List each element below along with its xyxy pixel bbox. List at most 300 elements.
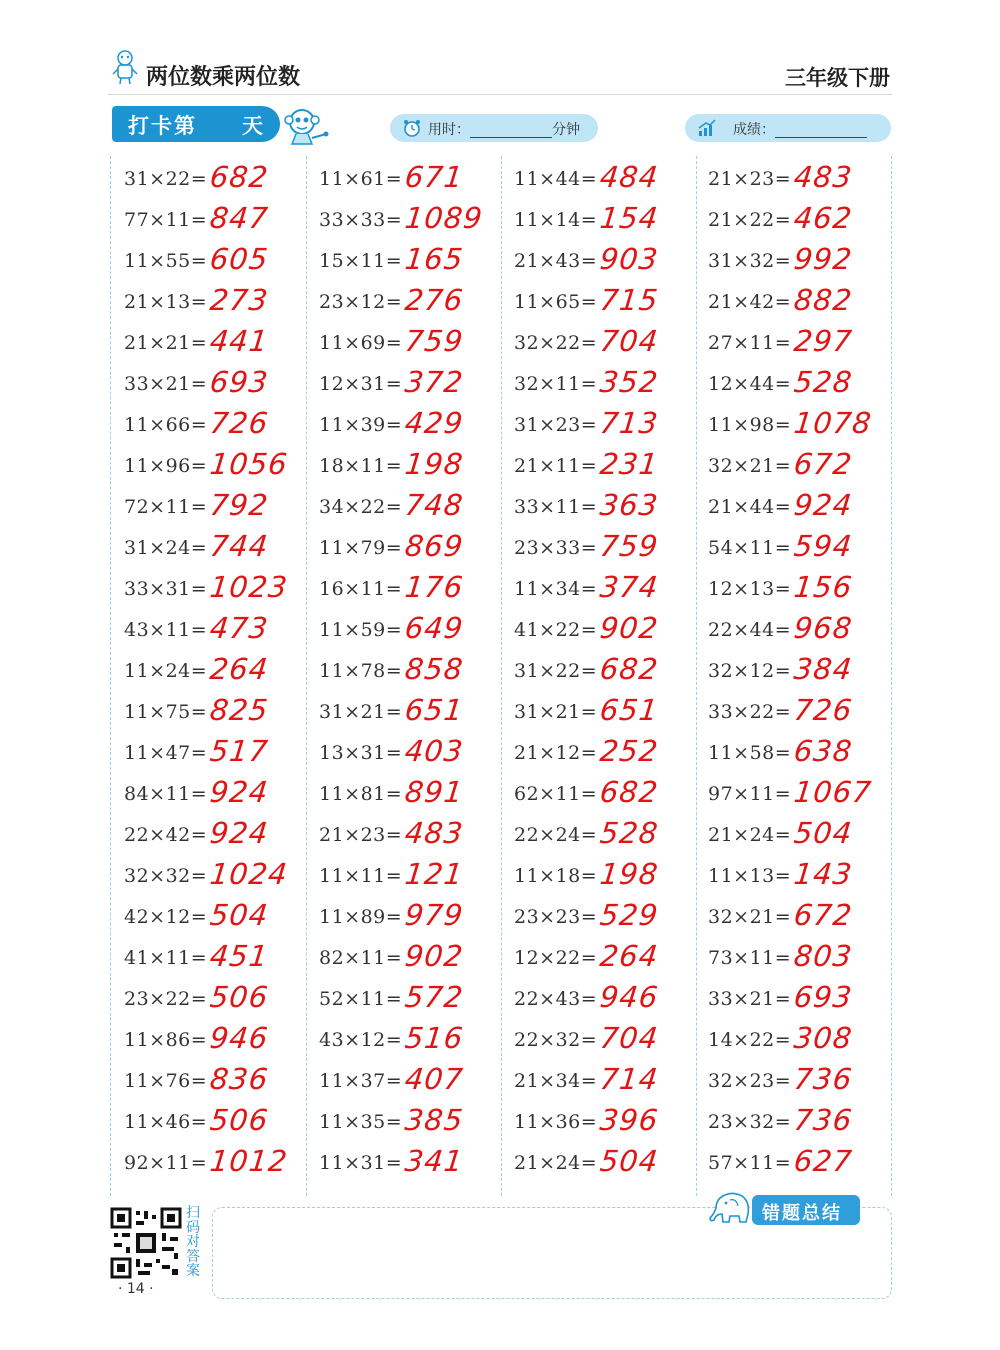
- problem-row: [694, 1019, 884, 1060]
- problem-row: [110, 855, 300, 896]
- problem-row: [694, 814, 884, 855]
- problem-expression: 11×44=: [514, 168, 598, 190]
- problem-expression: 52×11=: [319, 988, 403, 1010]
- problem-row: [110, 199, 300, 240]
- problem-expression: 41×22=: [514, 619, 598, 641]
- handwritten-answer[interactable]: 231: [598, 447, 661, 481]
- problem-expression: 11×59=: [319, 619, 403, 641]
- problem-expression: 27×11=: [708, 332, 792, 354]
- problem-row: [305, 322, 495, 363]
- problem-expression: 12×31=: [319, 373, 403, 395]
- problem-row: [694, 1142, 884, 1183]
- problem-expression: 92×11=: [124, 1152, 208, 1174]
- problem-row: [500, 527, 690, 568]
- handwritten-answer[interactable]: 903: [598, 242, 661, 276]
- handwritten-answer[interactable]: 473: [208, 611, 271, 645]
- handwritten-answer[interactable]: 924: [208, 775, 271, 809]
- handwritten-answer[interactable]: 671: [403, 160, 466, 194]
- handwritten-answer[interactable]: 682: [598, 775, 661, 809]
- handwritten-answer[interactable]: 946: [598, 980, 661, 1014]
- problem-expression: 11×98=: [708, 414, 792, 436]
- problem-row: [694, 568, 884, 609]
- problem-row: [110, 609, 300, 650]
- problem-expression: 22×32=: [514, 1029, 598, 1051]
- handwritten-answer[interactable]: 651: [403, 693, 466, 727]
- problem-row: [110, 527, 300, 568]
- handwritten-answer[interactable]: 483: [403, 816, 466, 850]
- handwritten-answer[interactable]: 384: [792, 652, 855, 686]
- problem-row: [305, 199, 495, 240]
- problem-row: [694, 158, 884, 199]
- problem-expression: 12×22=: [514, 947, 598, 969]
- problem-row: [110, 896, 300, 937]
- handwritten-answer[interactable]: 516: [403, 1021, 466, 1055]
- handwritten-answer[interactable]: 165: [403, 242, 466, 276]
- handwritten-answer[interactable]: 736: [792, 1103, 855, 1137]
- problem-expression: 11×31=: [319, 1152, 403, 1174]
- handwritten-answer[interactable]: 605: [208, 242, 271, 276]
- handwritten-answer[interactable]: 869: [403, 529, 466, 563]
- handwritten-answer[interactable]: 736: [792, 1062, 855, 1096]
- problem-expression: 22×44=: [708, 619, 792, 641]
- handwritten-answer[interactable]: 594: [792, 529, 855, 563]
- problem-row: [694, 445, 884, 486]
- problem-expression: 32×32=: [124, 865, 208, 887]
- problem-row: [500, 814, 690, 855]
- problem-expression: 11×24=: [124, 660, 208, 682]
- problem-expression: 32×23=: [708, 1070, 792, 1092]
- problem-expression: 11×61=: [319, 168, 403, 190]
- problem-row: [500, 568, 690, 609]
- problem-row: [500, 486, 690, 527]
- problem-expression: 31×22=: [514, 660, 598, 682]
- problem-expression: 82×11=: [319, 947, 403, 969]
- problem-row: [500, 650, 690, 691]
- problem-expression: 11×47=: [124, 742, 208, 764]
- problem-row: [694, 527, 884, 568]
- handwritten-answer[interactable]: 385: [403, 1103, 466, 1137]
- scan-qr-label: 扫码对答案: [186, 1205, 200, 1279]
- checkin-banner: [112, 106, 280, 142]
- problem-row: [305, 527, 495, 568]
- problem-expression: 12×44=: [708, 373, 792, 395]
- handwritten-answer[interactable]: 704: [598, 324, 661, 358]
- handwritten-answer[interactable]: 504: [598, 1144, 661, 1178]
- problem-expression: 21×44=: [708, 496, 792, 518]
- problem-expression: 11×86=: [124, 1029, 208, 1051]
- handwritten-answer[interactable]: 726: [208, 406, 271, 440]
- problem-expression: 22×24=: [514, 824, 598, 846]
- handwritten-answer[interactable]: 715: [598, 283, 661, 317]
- problem-row: [500, 445, 690, 486]
- problem-expression: 31×24=: [124, 537, 208, 559]
- problem-expression: 32×21=: [708, 906, 792, 928]
- problem-row: [694, 1060, 884, 1101]
- handwritten-answer[interactable]: 154: [598, 201, 661, 235]
- problem-expression: 11×55=: [124, 250, 208, 272]
- handwritten-answer[interactable]: 504: [208, 898, 271, 932]
- problem-row: [694, 281, 884, 322]
- handwritten-answer[interactable]: 504: [792, 816, 855, 850]
- handwritten-answer[interactable]: 713: [598, 406, 661, 440]
- problem-row: [110, 1101, 300, 1142]
- handwritten-answer[interactable]: 924: [208, 816, 271, 850]
- handwritten-answer[interactable]: 858: [403, 652, 466, 686]
- problem-expression: 73×11=: [708, 947, 792, 969]
- handwritten-answer[interactable]: 403: [403, 734, 466, 768]
- problem-row: [305, 1019, 495, 1060]
- problem-row: [110, 1019, 300, 1060]
- problem-row: [694, 609, 884, 650]
- problem-row: [500, 978, 690, 1019]
- problem-expression: 33×22=: [708, 701, 792, 723]
- problem-row: [694, 896, 884, 937]
- problem-row: [694, 732, 884, 773]
- handwritten-answer[interactable]: 462: [792, 201, 855, 235]
- problem-expression: 11×14=: [514, 209, 598, 231]
- problem-column-1: [110, 158, 300, 1183]
- handwritten-answer[interactable]: 528: [792, 365, 855, 399]
- handwritten-answer[interactable]: 672: [792, 447, 855, 481]
- problem-expression: 32×12=: [708, 660, 792, 682]
- problem-row: [305, 650, 495, 691]
- problem-row: [694, 1101, 884, 1142]
- problem-row: [694, 773, 884, 814]
- handwritten-answer[interactable]: 517: [208, 734, 271, 768]
- problem-row: [110, 486, 300, 527]
- handwritten-answer[interactable]: 297: [792, 324, 855, 358]
- handwritten-answer[interactable]: 506: [208, 1103, 271, 1137]
- time-field: [390, 114, 598, 142]
- problem-expression: 11×34=: [514, 578, 598, 600]
- handwritten-answer[interactable]: 121: [403, 857, 466, 891]
- problem-row: [110, 814, 300, 855]
- handwritten-answer[interactable]: 649: [403, 611, 466, 645]
- problem-row: [110, 937, 300, 978]
- problem-row: [305, 773, 495, 814]
- problem-expression: 21×43=: [514, 250, 598, 272]
- handwritten-answer[interactable]: 407: [403, 1062, 466, 1096]
- handwritten-answer[interactable]: 792: [208, 488, 271, 522]
- handwritten-answer[interactable]: 882: [792, 283, 855, 317]
- handwritten-answer[interactable]: 1012: [208, 1144, 290, 1178]
- problem-expression: 21×11=: [514, 455, 598, 477]
- problem-row: [500, 240, 690, 281]
- problem-row: [500, 158, 690, 199]
- problem-expression: 33×11=: [514, 496, 598, 518]
- handwritten-answer[interactable]: 847: [208, 201, 271, 235]
- problem-row: [110, 281, 300, 322]
- problem-expression: 12×13=: [708, 578, 792, 600]
- problem-row: [694, 322, 884, 363]
- problem-row: [305, 814, 495, 855]
- problem-expression: 14×22=: [708, 1029, 792, 1051]
- handwritten-answer[interactable]: 693: [792, 980, 855, 1014]
- problem-expression: 22×43=: [514, 988, 598, 1010]
- problem-expression: 33×21=: [708, 988, 792, 1010]
- handwritten-answer[interactable]: 825: [208, 693, 271, 727]
- handwritten-answer[interactable]: 672: [792, 898, 855, 932]
- handwritten-answer[interactable]: 372: [403, 365, 466, 399]
- handwritten-answer[interactable]: 156: [792, 570, 855, 604]
- handwritten-answer[interactable]: 946: [208, 1021, 271, 1055]
- problem-expression: 21×34=: [514, 1070, 598, 1092]
- handwritten-answer[interactable]: 759: [598, 529, 661, 563]
- problem-row: [500, 732, 690, 773]
- problem-expression: 23×33=: [514, 537, 598, 559]
- problem-expression: 21×23=: [319, 824, 403, 846]
- problem-row: [500, 1060, 690, 1101]
- problem-expression: 77×11=: [124, 209, 208, 231]
- problem-expression: 11×58=: [708, 742, 792, 764]
- handwritten-answer[interactable]: 198: [403, 447, 466, 481]
- handwritten-answer[interactable]: 924: [792, 488, 855, 522]
- problem-row: [110, 691, 300, 732]
- problem-expression: 23×12=: [319, 291, 403, 313]
- handwritten-answer[interactable]: 396: [598, 1103, 661, 1137]
- handwritten-answer[interactable]: 902: [598, 611, 661, 645]
- handwritten-answer[interactable]: 1067: [792, 775, 874, 809]
- bar-chart-icon: [697, 118, 717, 138]
- problem-row: [305, 158, 495, 199]
- time-input-blank[interactable]: [470, 123, 552, 138]
- problem-row: [694, 404, 884, 445]
- elephant-icon: [706, 1190, 752, 1226]
- problem-expression: 31×23=: [514, 414, 598, 436]
- problem-row: [110, 773, 300, 814]
- handwritten-answer[interactable]: 441: [208, 324, 271, 358]
- problem-expression: 11×66=: [124, 414, 208, 436]
- problem-row: [305, 363, 495, 404]
- problem-row: [305, 281, 495, 322]
- problem-row: [110, 363, 300, 404]
- problem-row: [694, 240, 884, 281]
- handwritten-answer[interactable]: 572: [403, 980, 466, 1014]
- problem-expression: 21×22=: [708, 209, 792, 231]
- problem-row: [110, 404, 300, 445]
- problem-expression: 11×89=: [319, 906, 403, 928]
- problem-row: [500, 1142, 690, 1183]
- handwritten-answer[interactable]: 1024: [208, 857, 290, 891]
- problem-expression: 84×11=: [124, 783, 208, 805]
- handwritten-answer[interactable]: 968: [792, 611, 855, 645]
- problem-expression: 11×76=: [124, 1070, 208, 1092]
- handwritten-answer[interactable]: 451: [208, 939, 271, 973]
- handwritten-answer[interactable]: 374: [598, 570, 661, 604]
- problem-row: [305, 1060, 495, 1101]
- problem-row: [110, 158, 300, 199]
- problem-expression: 21×24=: [514, 1152, 598, 1174]
- handwritten-answer[interactable]: 1023: [208, 570, 290, 604]
- problem-expression: 15×11=: [319, 250, 403, 272]
- problem-row: [305, 978, 495, 1019]
- problem-row: [305, 1101, 495, 1142]
- problem-row: [305, 855, 495, 896]
- handwritten-answer[interactable]: 682: [208, 160, 271, 194]
- problem-expression: 97×11=: [708, 783, 792, 805]
- problem-row: [694, 855, 884, 896]
- problem-expression: 54×11=: [708, 537, 792, 559]
- problem-expression: 18×11=: [319, 455, 403, 477]
- problem-row: [694, 650, 884, 691]
- handwritten-answer[interactable]: 627: [792, 1144, 855, 1178]
- problem-row: [694, 199, 884, 240]
- handwritten-answer[interactable]: 714: [598, 1062, 661, 1096]
- problem-expression: 11×11=: [319, 865, 403, 887]
- problem-row: [694, 486, 884, 527]
- problem-expression: 31×21=: [514, 701, 598, 723]
- handwritten-answer[interactable]: 651: [598, 693, 661, 727]
- score-field: [685, 114, 891, 142]
- handwritten-answer[interactable]: 176: [403, 570, 466, 604]
- handwritten-answer[interactable]: 143: [792, 857, 855, 891]
- handwritten-answer[interactable]: 748: [403, 488, 466, 522]
- handwritten-answer[interactable]: 352: [598, 365, 661, 399]
- problem-expression: 57×11=: [708, 1152, 792, 1174]
- problem-row: [110, 978, 300, 1019]
- problem-row: [110, 445, 300, 486]
- time-unit: 分钟: [552, 122, 580, 138]
- problem-row: [694, 691, 884, 732]
- problem-row: [110, 240, 300, 281]
- problem-expression: 21×23=: [708, 168, 792, 190]
- handwritten-answer[interactable]: 276: [403, 283, 466, 317]
- handwritten-answer[interactable]: 198: [598, 857, 661, 891]
- problem-expression: 11×65=: [514, 291, 598, 313]
- mascot-logo-icon: [110, 48, 140, 86]
- page-title: 两位数乘两位数: [146, 65, 301, 90]
- problem-expression: 43×12=: [319, 1029, 403, 1051]
- handwritten-answer[interactable]: 506: [208, 980, 271, 1014]
- handwritten-answer[interactable]: 1078: [792, 406, 874, 440]
- handwritten-answer[interactable]: 308: [792, 1021, 855, 1055]
- problem-expression: 21×24=: [708, 824, 792, 846]
- problem-expression: 11×69=: [319, 332, 403, 354]
- problem-row: [500, 855, 690, 896]
- problem-row: [305, 732, 495, 773]
- handwritten-answer[interactable]: 529: [598, 898, 661, 932]
- problem-row: [110, 1060, 300, 1101]
- handwritten-answer[interactable]: 264: [208, 652, 271, 686]
- problem-expression: 31×22=: [124, 168, 208, 190]
- problem-expression: 11×46=: [124, 1111, 208, 1133]
- problem-expression: 13×31=: [319, 742, 403, 764]
- handwritten-answer[interactable]: 638: [792, 734, 855, 768]
- problem-expression: 11×36=: [514, 1111, 598, 1133]
- problem-expression: 22×42=: [124, 824, 208, 846]
- handwritten-answer[interactable]: 744: [208, 529, 271, 563]
- problem-expression: 33×21=: [124, 373, 208, 395]
- problem-row: [500, 199, 690, 240]
- problem-expression: 21×21=: [124, 332, 208, 354]
- problem-row: [110, 1142, 300, 1183]
- problem-row: [500, 1101, 690, 1142]
- problem-row: [110, 650, 300, 691]
- problem-expression: 16×11=: [319, 578, 403, 600]
- problem-row: [110, 322, 300, 363]
- handwritten-answer[interactable]: 273: [208, 283, 271, 317]
- grade-label: 三年级下册: [785, 66, 890, 90]
- handwritten-answer[interactable]: 429: [403, 406, 466, 440]
- problem-expression: 72×11=: [124, 496, 208, 518]
- problem-row: [305, 240, 495, 281]
- problem-expression: 41×11=: [124, 947, 208, 969]
- problem-row: [500, 1019, 690, 1060]
- problem-row: [500, 773, 690, 814]
- handwritten-answer[interactable]: 528: [598, 816, 661, 850]
- problem-expression: 31×32=: [708, 250, 792, 272]
- handwritten-answer[interactable]: 1056: [208, 447, 290, 481]
- problem-row: [305, 568, 495, 609]
- problem-expression: 32×22=: [514, 332, 598, 354]
- problem-expression: 33×31=: [124, 578, 208, 600]
- problem-row: [500, 322, 690, 363]
- score-input-blank[interactable]: [775, 123, 867, 138]
- problem-column-4: [694, 158, 884, 1183]
- problem-expression: 11×75=: [124, 701, 208, 723]
- problem-row: [694, 937, 884, 978]
- handwritten-answer[interactable]: 264: [598, 939, 661, 973]
- handwritten-answer[interactable]: 759: [403, 324, 466, 358]
- problem-expression: 11×79=: [319, 537, 403, 559]
- problem-expression: 32×21=: [708, 455, 792, 477]
- problem-row: [500, 609, 690, 650]
- checkin-day-suffix: 天: [242, 114, 263, 138]
- checkin-label: 打卡第: [128, 114, 197, 138]
- problem-row: [500, 363, 690, 404]
- mistake-summary-tab: [752, 1195, 860, 1225]
- problem-expression: 21×12=: [514, 742, 598, 764]
- problem-row: [500, 691, 690, 732]
- problem-expression: 31×21=: [319, 701, 403, 723]
- time-label: 用时：: [428, 122, 470, 138]
- handwritten-answer[interactable]: 836: [208, 1062, 271, 1096]
- handwritten-answer[interactable]: 252: [598, 734, 661, 768]
- problem-row: [110, 568, 300, 609]
- handwritten-answer[interactable]: 693: [208, 365, 271, 399]
- problem-expression: 62×11=: [514, 783, 598, 805]
- handwritten-answer[interactable]: 341: [403, 1144, 466, 1178]
- problem-row: [305, 937, 495, 978]
- handwritten-answer[interactable]: 704: [598, 1021, 661, 1055]
- problem-expression: 11×81=: [319, 783, 403, 805]
- handwritten-answer[interactable]: 1089: [403, 201, 485, 235]
- problem-row: [305, 1142, 495, 1183]
- problem-expression: 11×37=: [319, 1070, 403, 1092]
- problem-expression: 23×32=: [708, 1111, 792, 1133]
- problem-row: [305, 445, 495, 486]
- handwritten-answer[interactable]: 363: [598, 488, 661, 522]
- handwritten-answer[interactable]: 726: [792, 693, 855, 727]
- handwritten-answer[interactable]: 803: [792, 939, 855, 973]
- problem-expression: 34×22=: [319, 496, 403, 518]
- qr-code-icon[interactable]: [110, 1207, 182, 1279]
- problem-expression: 32×11=: [514, 373, 598, 395]
- page-number: · 14 ·: [118, 1281, 154, 1297]
- problem-row: [500, 404, 690, 445]
- handwritten-answer[interactable]: 483: [792, 160, 855, 194]
- handwritten-answer[interactable]: 992: [792, 242, 855, 276]
- problem-row: [500, 896, 690, 937]
- handwritten-answer[interactable]: 682: [598, 652, 661, 686]
- problem-expression: 11×78=: [319, 660, 403, 682]
- problem-row: [110, 732, 300, 773]
- handwritten-answer[interactable]: 902: [403, 939, 466, 973]
- handwritten-answer[interactable]: 484: [598, 160, 661, 194]
- handwritten-answer[interactable]: 979: [403, 898, 466, 932]
- mistake-summary-label: 错题总结: [762, 1203, 842, 1224]
- handwritten-answer[interactable]: 891: [403, 775, 466, 809]
